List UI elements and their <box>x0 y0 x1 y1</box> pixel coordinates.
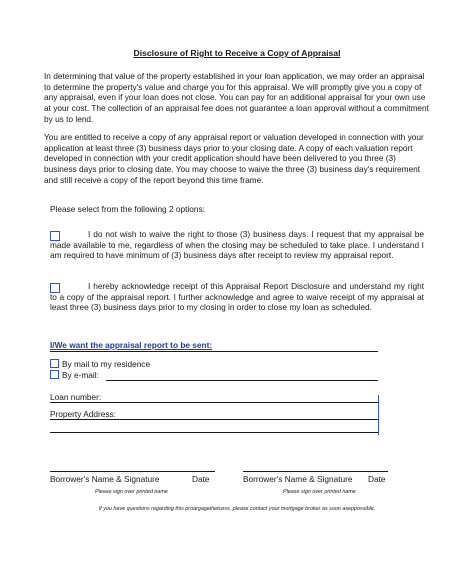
email-checkbox[interactable] <box>50 370 59 379</box>
email-field[interactable] <box>106 380 378 381</box>
signature-date-2: Date <box>368 474 386 484</box>
intro-paragraph: In determining that value of the property established in your loan application, we may order an appraisal to determine the property's value and charge you for this appraisal. We will promptly give you a copy of any appraisal, even if your loan does not close. You can pay for an additional appraisal for your own use at your cost. The collection of an appraisal fee does not guarantee a loan approval without a commitment by us to lend. <box>44 71 429 124</box>
email-label: By e-mail: <box>62 370 99 380</box>
signature-line-2[interactable] <box>243 471 388 472</box>
mail-label: By mail to my residence <box>62 359 151 369</box>
property-address-label: Property Address: <box>50 409 116 419</box>
delivery-option-email[interactable] <box>50 370 99 380</box>
sign-note-1: Please sign over printed name <box>95 489 168 495</box>
option-2-text: I hereby acknowledge receipt of this Appraisal Report Disclosure and understand my right to a copy of the appraisal report. I further acknowledge and agree to waive receipt of my appraisal at least three (3) business days prior to my closing in order to close my loan as scheduled. <box>50 281 424 313</box>
delivery-option-mail[interactable] <box>50 359 150 369</box>
loan-number-field[interactable] <box>50 402 378 403</box>
signature-line-1[interactable] <box>50 471 215 472</box>
mail-checkbox[interactable] <box>50 359 59 368</box>
signature-date-1: Date <box>192 474 210 484</box>
option-1-text: I do not wish to waive the right to those (3) business days. I request that my appraisal be made available to me, regardless of when the closing may be scheduled to take place. I understand I am required to have minimum of (3) business days after receipt to review my appraisal report. <box>50 229 424 261</box>
property-address-field[interactable] <box>50 419 378 420</box>
select-prompt: Please select from the following 2 options: <box>50 204 205 214</box>
sign-note-2: Please sign over printed name <box>283 489 356 495</box>
sent-heading-rule <box>50 351 378 352</box>
entitled-paragraph: You are entitled to receive a copy of any appraisal report or valuation developed in connection with your application at least three (3) business days prior to your closing date. A copy of each valuation report developed in connection with your credit application should have been delivered to you three (3) business days prior to closing date. You may choose to waive the three (3) business day's requirement and still receive a copy of the report beyond this time frame. <box>44 132 424 185</box>
property-address-field-2[interactable] <box>50 432 378 433</box>
loan-number-label: Loan number: <box>50 392 102 402</box>
footer-note: If you have questions regarding this proargageihetcess, please contact your mortgage broker as soon aseppossible. <box>98 506 376 512</box>
signature-label-1: Borrower's Name & Signature <box>50 474 160 484</box>
signature-label-2: Borrower's Name & Signature <box>243 474 353 484</box>
form-border-line <box>378 395 379 435</box>
document-title: Disclosure of Right to Receive a Copy of Appraisal <box>133 48 341 58</box>
sent-heading: I/We want the appraisal report to be sent: <box>50 340 213 350</box>
